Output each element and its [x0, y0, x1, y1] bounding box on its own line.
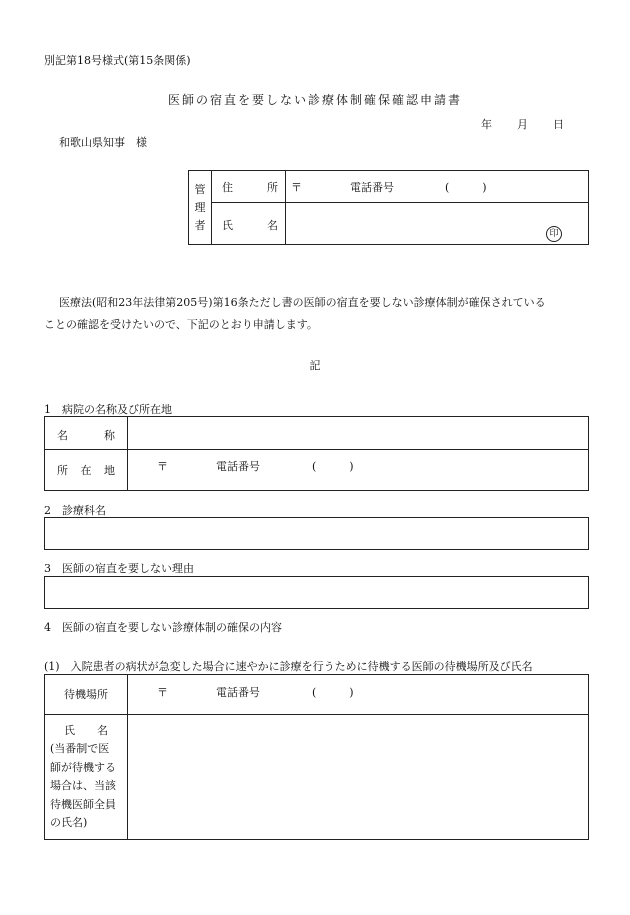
hospital-name-label: 名 称 — [57, 429, 115, 442]
date-month-label: 月 — [517, 118, 528, 131]
applicant-phone-label: 電話番号 — [350, 181, 394, 194]
section-4-sub-1: (1) 入院患者の病状が急変した場合に速やかに診療を行うために待機する医師の待機場所及び氏名 — [44, 660, 533, 673]
standby-names-field[interactable] — [132, 719, 584, 835]
hospital-postal-mark: 〒 — [157, 460, 168, 473]
standby-phone-label: 電話番号 — [216, 686, 260, 699]
addressee: 和歌山県知事 様 — [59, 136, 147, 149]
section-2-heading: 2 診療科名 — [44, 504, 106, 517]
section-4-heading: 4 医師の宿直を要しない診療体制の確保の内容 — [44, 621, 282, 634]
applicant-postal-mark: 〒 — [291, 181, 302, 194]
manager-label-2: 理 — [194, 201, 206, 214]
hospital-location-label: 所 在 地 — [57, 464, 115, 477]
applicant-address-label: 住 所 — [222, 181, 278, 194]
applicant-address-field[interactable] — [291, 174, 581, 200]
standby-name-note: (当番制で医 師が待機する 場合は、当該 待機医師全員 の氏名) — [50, 742, 116, 829]
manager-label-1: 管 — [194, 183, 206, 196]
page-title: 医師の宿直を要しない診療体制確保確認申請書 — [167, 93, 462, 107]
hospital-phone-label: 電話番号 — [216, 460, 260, 473]
standby-phone-parens: ( ) — [312, 686, 354, 699]
standby-name-label: 氏 名 — [64, 724, 108, 737]
date-year-label: 年 — [481, 118, 492, 131]
standby-postal-mark: 〒 — [157, 686, 168, 699]
applicant-name-label: 氏 名 — [222, 219, 278, 232]
form-number: 別記第18号様式(第15条関係) — [44, 54, 191, 67]
hospital-name-field[interactable] — [132, 420, 584, 446]
seal-mark: 印 — [546, 226, 562, 242]
section-3-heading: 3 医師の宿直を要しない理由 — [44, 562, 194, 575]
reason-field[interactable] — [44, 576, 589, 609]
hospital-phone-parens: ( ) — [312, 460, 354, 473]
applicant-name-field[interactable] — [291, 206, 581, 240]
standby-place-label: 待機場所 — [64, 688, 108, 701]
date-day-label: 日 — [553, 118, 564, 131]
section-1-heading: 1 病院の名称及び所在地 — [44, 403, 172, 416]
body-line-2: ことの確認を受けたいので、下記のとおり申請します。 — [44, 318, 318, 331]
manager-label-3: 者 — [194, 219, 206, 232]
body-line-1: 医療法(昭和23年法律第205号)第16条ただし書の医師の宿直を要しない診療体制が確保されている — [59, 296, 546, 309]
departments-field[interactable] — [44, 517, 589, 550]
applicant-phone-parens: ( ) — [445, 181, 487, 194]
ki-heading: 記 — [309, 359, 321, 372]
